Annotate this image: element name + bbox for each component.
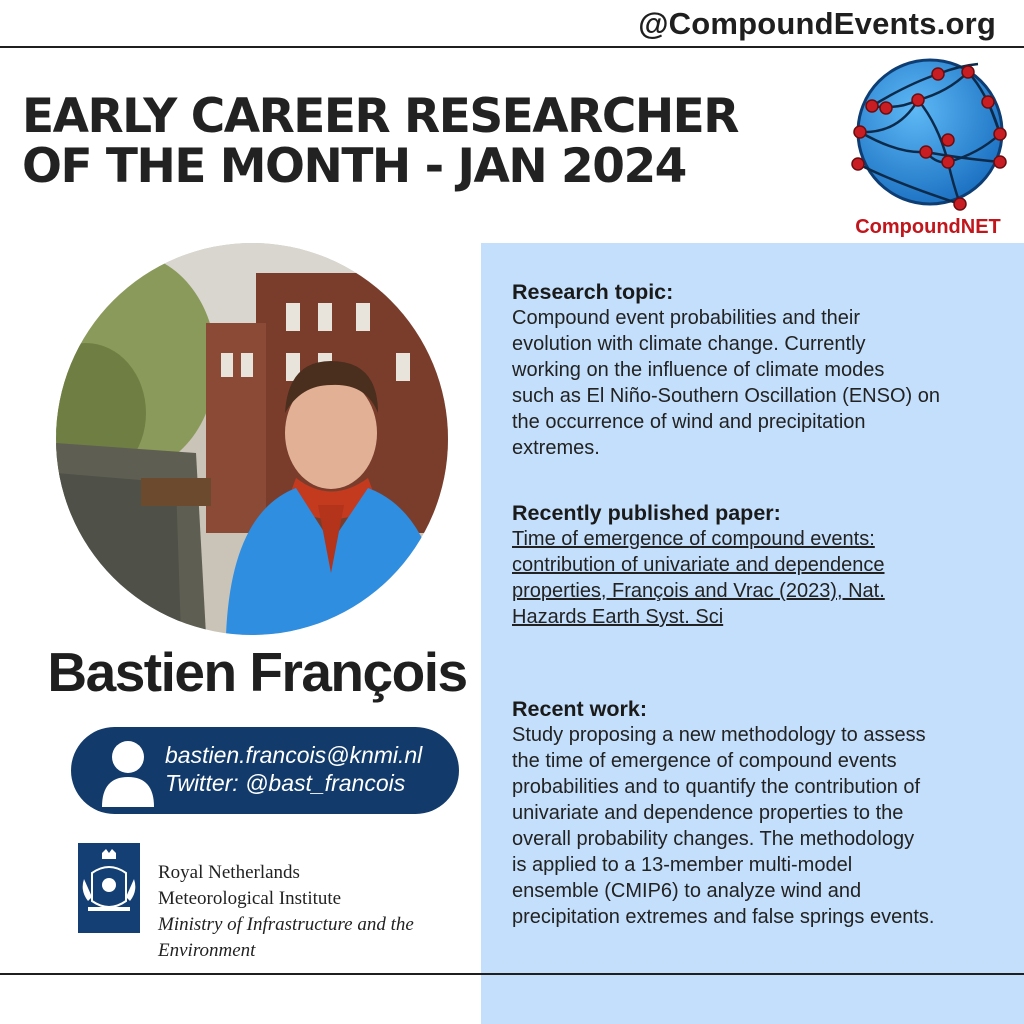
profile-photo bbox=[56, 243, 448, 635]
site-handle: @CompoundEvents.org bbox=[638, 6, 996, 41]
user-icon bbox=[100, 737, 156, 807]
ministry-line-1: Ministry of Infrastructure and the bbox=[158, 914, 414, 935]
research-topic-line: such as El Niño-Southern Oscillation (ENSO) on bbox=[512, 385, 940, 407]
recent-work-line: probabilities and to quantify the contribution of bbox=[512, 776, 921, 798]
recent-work-line: is applied to a 13-member multi-model bbox=[512, 854, 853, 876]
page-title bbox=[22, 89, 842, 194]
title-line-1: EARLY CAREER RESEARCHER bbox=[22, 89, 738, 144]
recent-work-line: Study proposing a new methodology to assess bbox=[512, 724, 926, 746]
research-topic-section bbox=[512, 279, 1002, 461]
logo-label: CompoundNET bbox=[855, 216, 1001, 238]
paper-section bbox=[512, 500, 1002, 630]
research-topic-line: the occurrence of wind and precipitation bbox=[512, 411, 866, 433]
paper-link[interactable] bbox=[512, 526, 1002, 630]
paper-heading: Recently published paper: bbox=[512, 501, 781, 525]
institute-line-1: Royal Netherlands bbox=[158, 862, 300, 883]
bottom-divider bbox=[0, 973, 1024, 975]
recent-work-line: the time of emergence of compound events bbox=[512, 750, 897, 772]
institute-name bbox=[158, 860, 414, 964]
recent-work-heading: Recent work: bbox=[512, 697, 648, 721]
person-name: Bastien François bbox=[47, 641, 467, 703]
research-topic-heading: Research topic: bbox=[512, 280, 674, 304]
paper-link-line[interactable]: contribution of univariate and dependence bbox=[512, 554, 885, 576]
paper-link-line[interactable]: Hazards Earth Syst. Sci bbox=[512, 606, 724, 628]
paper-link-line[interactable]: Time of emergence of compound events: bbox=[512, 528, 875, 550]
research-topic-line: Compound event probabilities and their bbox=[512, 307, 860, 329]
recent-work-line: ensemble (CMIP6) to analyze wind and bbox=[512, 880, 862, 902]
research-topic-line: working on the influence of climate modes bbox=[512, 359, 885, 381]
top-divider bbox=[0, 46, 1024, 48]
contact-pill bbox=[71, 727, 459, 814]
email-link[interactable]: bastien.francois@knmi.nl bbox=[165, 742, 423, 768]
institute-line-2: Meteorological Institute bbox=[158, 888, 342, 909]
research-topic-line: evolution with climate change. Currently bbox=[512, 333, 866, 355]
recent-work-line: overall probability changes. The methodology bbox=[512, 828, 915, 850]
twitter-handle[interactable]: Twitter: @bast_francois bbox=[165, 770, 406, 796]
title-line-2: OF THE MONTH - JAN 2024 bbox=[22, 139, 686, 194]
research-topic-line: extremes. bbox=[512, 437, 600, 459]
recent-work-section bbox=[512, 696, 1002, 930]
coat-of-arms-icon bbox=[78, 843, 140, 933]
recent-work-line: univariate and dependence properties to the bbox=[512, 802, 904, 824]
recent-work-line: precipitation extremes and false springs events. bbox=[512, 906, 935, 928]
ministry-line-2: Environment bbox=[158, 940, 256, 961]
paper-link-line[interactable]: properties, François and Vrac (2023), Nat. bbox=[512, 580, 885, 602]
